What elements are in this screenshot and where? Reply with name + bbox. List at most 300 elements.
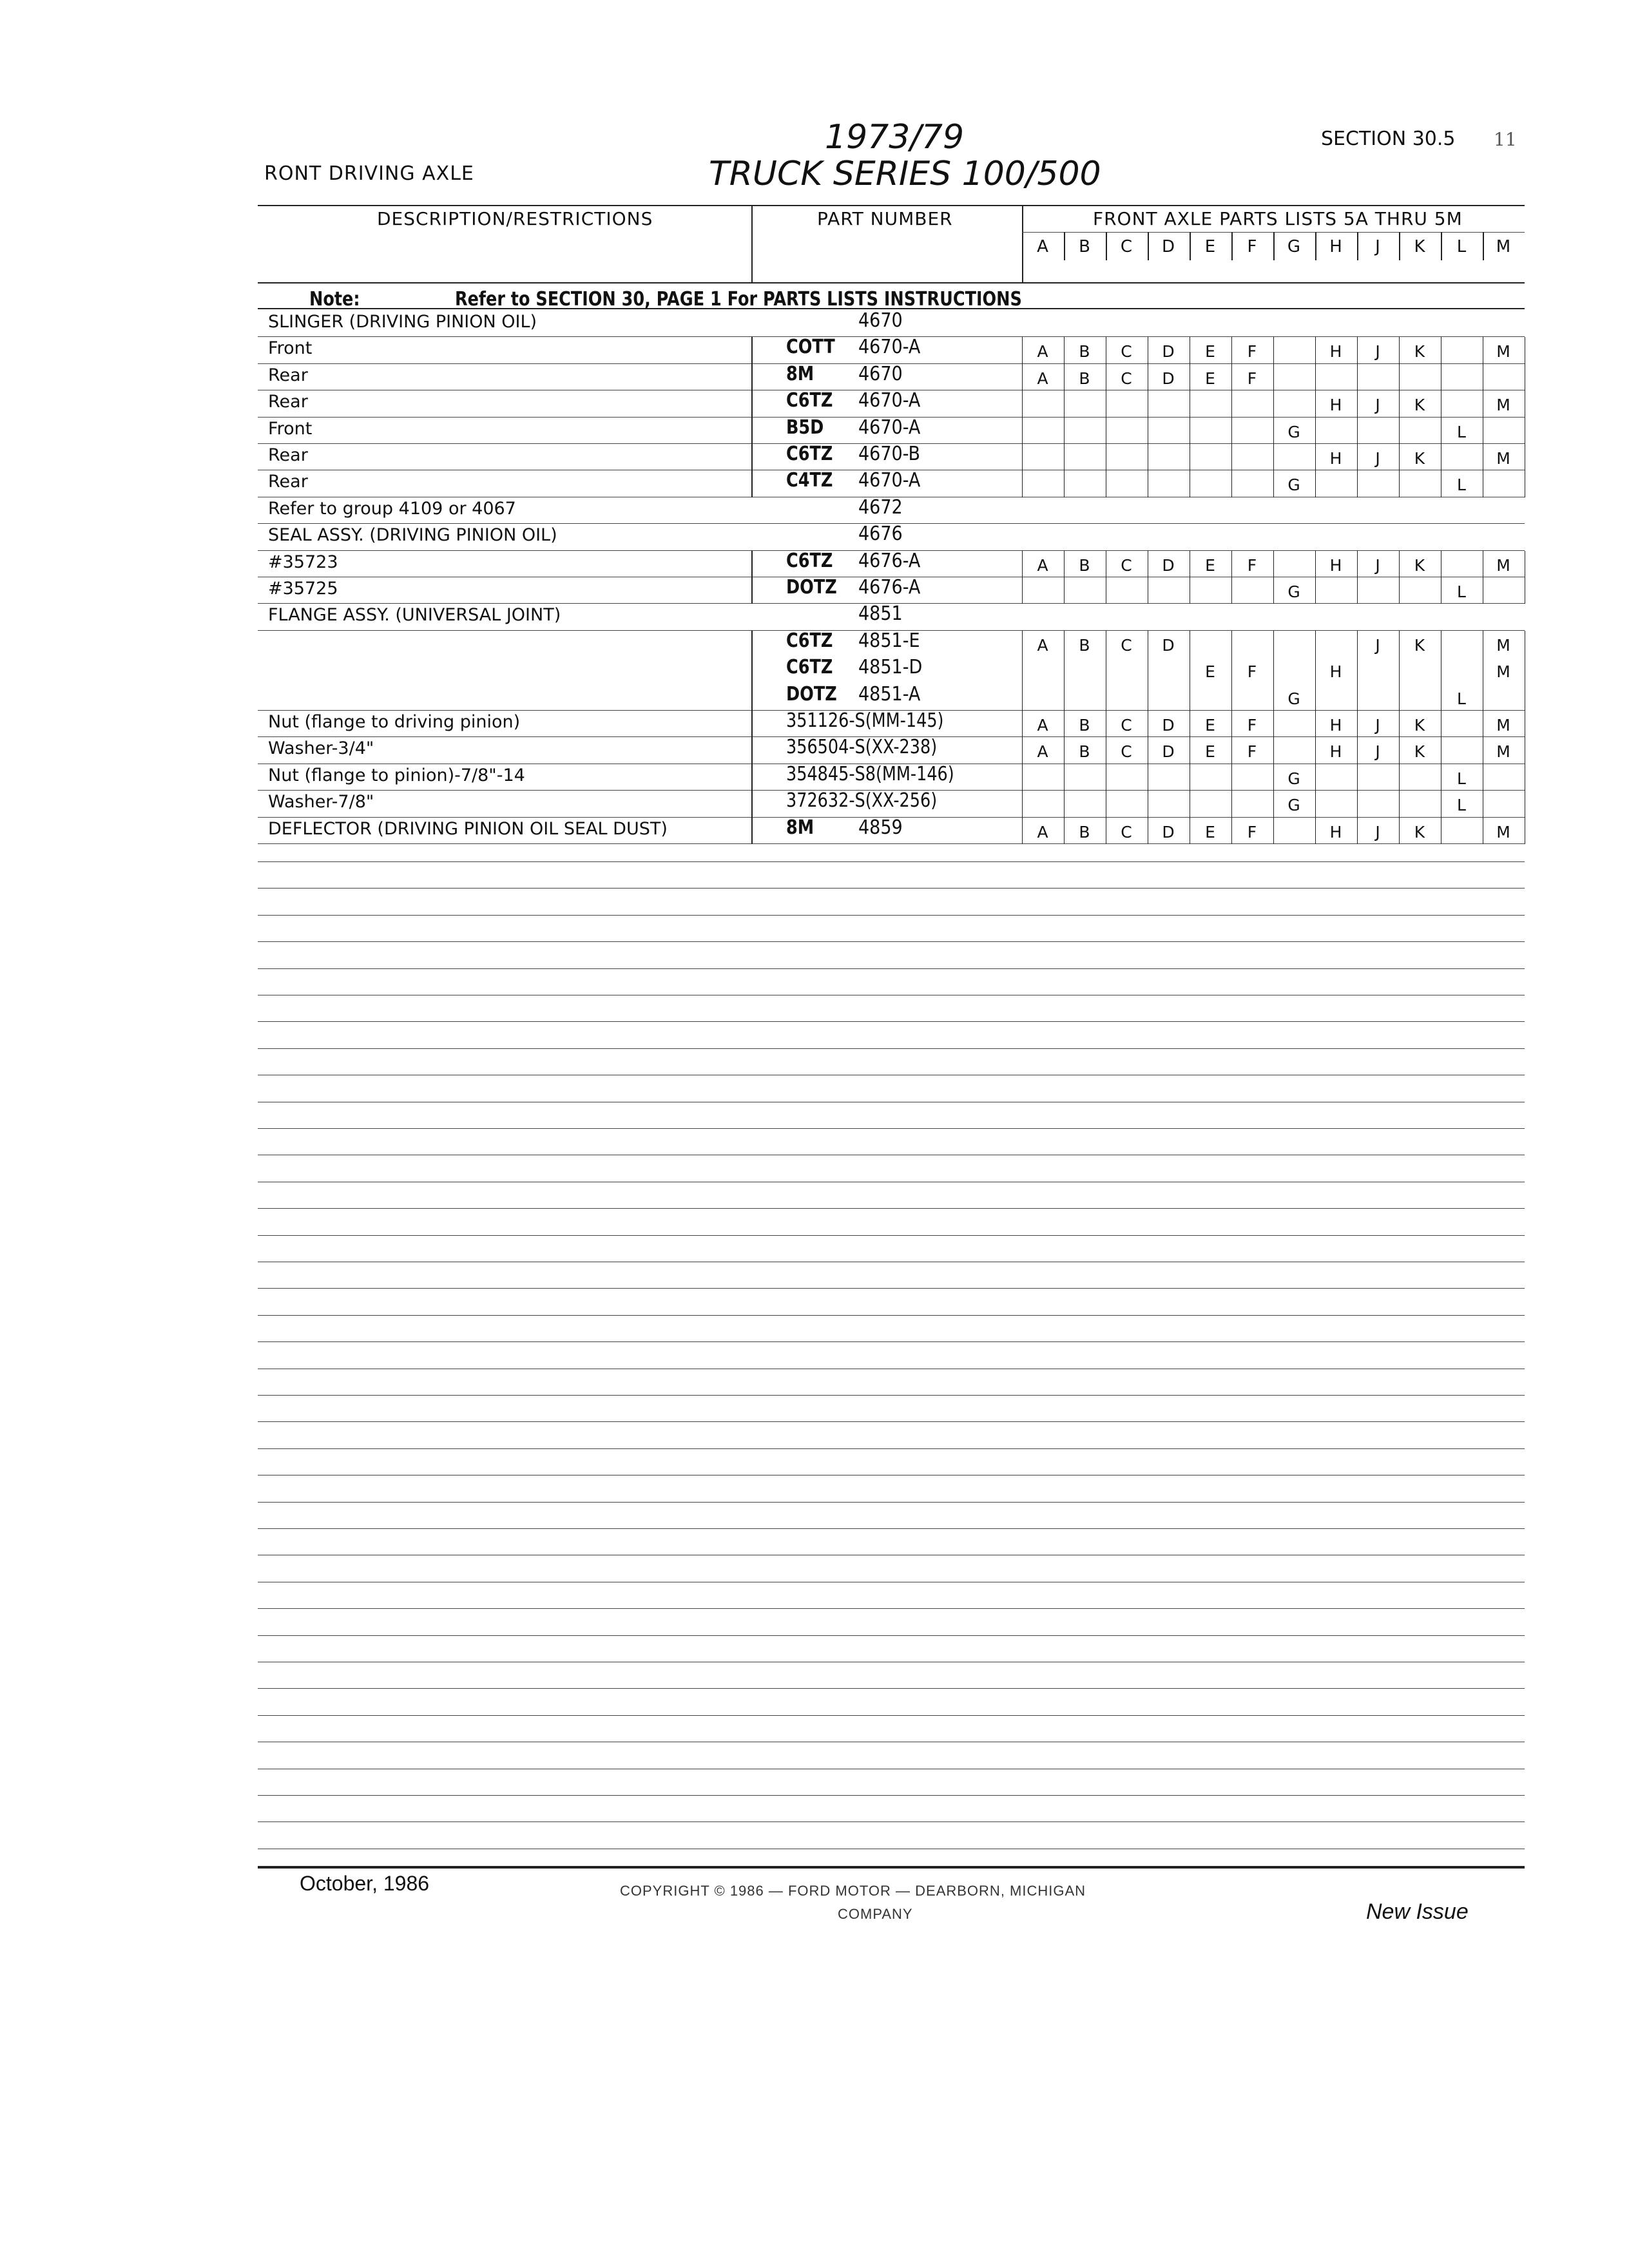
list-letter-b: B <box>1079 237 1090 256</box>
applicability-mark: G <box>1287 422 1300 441</box>
row-part-prefix: C6TZ <box>786 629 833 652</box>
list-letter-c: C <box>1120 237 1133 256</box>
applicability-mark: D <box>1162 369 1175 388</box>
applicability-mark: A <box>1037 635 1048 655</box>
applicability-mark: L <box>1457 796 1466 815</box>
row-description: #35725 <box>268 579 338 599</box>
blank-line <box>258 1395 1525 1396</box>
cell-divider <box>1022 337 1023 363</box>
cell-divider <box>1022 711 1023 737</box>
blank-line <box>258 1688 1525 1689</box>
applicability-mark: E <box>1205 742 1215 762</box>
cell-divider <box>1064 737 1065 764</box>
cell-divider <box>1064 470 1065 497</box>
letter-col-divider <box>1106 232 1107 260</box>
letter-col-divider <box>1231 232 1233 260</box>
row-divider <box>751 711 753 737</box>
cell-divider <box>1315 470 1316 497</box>
applicability-mark: F <box>1247 369 1257 388</box>
cell-divider <box>1022 737 1023 764</box>
cell-divider <box>1357 764 1358 791</box>
list-letter-k: K <box>1414 237 1425 256</box>
cell-divider <box>1064 684 1065 711</box>
cell-divider <box>1273 364 1274 390</box>
list-letter-j: J <box>1375 237 1380 256</box>
applicability-mark: L <box>1457 476 1466 495</box>
blank-line <box>258 915 1525 916</box>
cell-divider <box>1022 684 1023 711</box>
applicability-mark: C <box>1121 555 1132 575</box>
applicability-mark: J <box>1375 742 1380 762</box>
cell-divider <box>1064 364 1065 390</box>
applicability-mark: K <box>1414 822 1425 841</box>
applicability-mark: K <box>1414 742 1425 762</box>
cell-divider <box>1231 631 1232 657</box>
cell-divider <box>1399 551 1400 577</box>
applicability-mark: A <box>1037 369 1048 388</box>
cell-divider <box>1399 337 1400 363</box>
cell-divider <box>1273 337 1274 363</box>
row-description: Rear <box>268 365 308 385</box>
cell-divider <box>1273 418 1274 444</box>
row-divider <box>751 551 753 577</box>
row-part-base: 4670-A <box>858 389 921 412</box>
row-divider <box>751 390 753 417</box>
cell-divider <box>1315 337 1316 363</box>
row-part-base: 4672 <box>858 495 903 519</box>
applicability-mark: H <box>1329 555 1342 575</box>
cell-divider <box>1273 711 1274 737</box>
blank-line <box>258 1528 1525 1529</box>
applicability-mark: J <box>1375 449 1380 468</box>
cell-divider <box>1315 657 1316 684</box>
row-part-base: 4670 <box>858 309 903 332</box>
applicability-mark: D <box>1162 822 1175 841</box>
applicability-mark: B <box>1079 369 1090 388</box>
blank-line <box>258 1341 1525 1342</box>
page-number: 11 <box>1494 129 1517 150</box>
col-header-part-number: PART NUMBER <box>817 208 953 229</box>
applicability-mark: J <box>1375 342 1380 361</box>
cell-divider <box>1315 737 1316 764</box>
blank-line <box>258 1128 1525 1129</box>
applicability-mark: E <box>1205 716 1215 735</box>
applicability-mark: K <box>1414 555 1425 575</box>
applicability-mark: M <box>1496 662 1510 682</box>
applicability-mark: B <box>1079 342 1090 361</box>
section-title: RONT DRIVING AXLE <box>264 162 474 185</box>
cell-divider <box>1273 470 1274 497</box>
cell-divider <box>1231 337 1232 363</box>
row-part-base: 4670 <box>858 362 903 385</box>
applicability-mark: J <box>1375 635 1380 655</box>
cell-divider <box>1357 631 1358 657</box>
row-rule <box>258 843 1525 844</box>
row-divider <box>751 364 753 390</box>
letter-col-divider <box>1148 232 1149 260</box>
cell-divider <box>1399 418 1400 444</box>
row-description: SLINGER (DRIVING PINION OIL) <box>268 312 537 332</box>
applicability-mark: H <box>1329 342 1342 361</box>
row-part-number: 354845-S8(MM-146) <box>786 762 954 785</box>
list-letter-d: D <box>1161 237 1175 256</box>
applicability-mark: H <box>1329 822 1342 841</box>
header-bottom-rule <box>258 282 1525 284</box>
cell-divider <box>1273 764 1274 791</box>
section-number: SECTION 30.5 <box>1321 128 1456 150</box>
blank-line <box>258 1502 1525 1503</box>
row-divider <box>751 818 753 844</box>
row-part-prefix: DOTZ <box>786 576 837 599</box>
cell-divider <box>1357 337 1358 363</box>
cell-divider <box>1399 390 1400 417</box>
applicability-mark: C <box>1121 369 1132 388</box>
blank-line <box>258 941 1525 942</box>
applicability-mark: G <box>1287 769 1300 788</box>
applicability-mark: M <box>1496 822 1510 841</box>
row-description: Washer-3/4" <box>268 738 374 759</box>
cell-divider <box>1357 684 1358 711</box>
cell-divider <box>1273 791 1274 817</box>
cell-divider <box>1315 577 1316 604</box>
cell-divider <box>1357 364 1358 390</box>
footer-issue: New Issue <box>1366 1899 1469 1924</box>
cell-divider <box>1315 444 1316 470</box>
cell-divider <box>1357 551 1358 577</box>
row-part-base: 4859 <box>858 816 903 839</box>
row-divider <box>751 631 753 657</box>
applicability-mark: G <box>1287 796 1300 815</box>
cell-divider <box>1231 444 1232 470</box>
applicability-mark: F <box>1247 716 1257 735</box>
row-part-prefix: B5D <box>786 416 824 439</box>
applicability-mark: A <box>1037 716 1048 735</box>
cell-divider <box>1022 418 1023 444</box>
applicability-mark: K <box>1414 635 1425 655</box>
row-part-prefix: DOTZ <box>786 682 837 706</box>
blank-line <box>258 1635 1525 1636</box>
cell-divider <box>1315 684 1316 711</box>
applicability-mark: L <box>1457 769 1466 788</box>
row-part-base: 4670-A <box>858 469 921 492</box>
cell-divider <box>1022 791 1023 817</box>
col-header-parts-lists: FRONT AXLE PARTS LISTS 5A THRU 5M <box>1093 208 1463 229</box>
list-letter-f: F <box>1247 237 1257 256</box>
blank-line <box>258 1315 1525 1316</box>
row-description: DEFLECTOR (DRIVING PINION OIL SEAL DUST) <box>268 818 668 839</box>
cell-divider <box>1399 631 1400 657</box>
applicability-mark: K <box>1414 396 1425 415</box>
cell-divider <box>1315 418 1316 444</box>
cell-divider <box>1064 711 1065 737</box>
cell-divider <box>1064 390 1065 417</box>
cell-divider <box>1273 631 1274 657</box>
cell-divider <box>1022 444 1023 470</box>
cell-divider <box>1399 818 1400 844</box>
applicability-mark: M <box>1496 635 1510 655</box>
list-letter-l: L <box>1456 237 1467 256</box>
applicability-mark: K <box>1414 716 1425 735</box>
row-description: Nut (flange to pinion)-7/8"-14 <box>268 765 525 785</box>
applicability-mark: C <box>1121 742 1132 762</box>
blank-line <box>258 1608 1525 1609</box>
cell-divider <box>1273 737 1274 764</box>
row-part-base: 4851-E <box>858 629 920 652</box>
blank-line <box>258 888 1525 889</box>
applicability-mark: C <box>1121 635 1132 655</box>
cell-divider <box>1231 470 1232 497</box>
col-header-description: DESCRIPTION/RESTRICTIONS <box>377 208 653 229</box>
applicability-mark: D <box>1162 342 1175 361</box>
cell-divider <box>1399 737 1400 764</box>
applicability-mark: F <box>1247 662 1257 682</box>
row-part-number: 372632-S(XX-256) <box>786 789 938 812</box>
applicability-mark: H <box>1329 396 1342 415</box>
cell-divider <box>1064 818 1065 844</box>
cell-divider <box>1357 577 1358 604</box>
list-letter-m: M <box>1496 237 1511 256</box>
cell-divider <box>1022 764 1023 791</box>
applicability-mark: F <box>1247 742 1257 762</box>
row-divider <box>751 577 753 604</box>
cell-divider <box>1022 470 1023 497</box>
applicability-mark: M <box>1496 555 1510 575</box>
cell-divider <box>1064 551 1065 577</box>
blank-line <box>258 1288 1525 1289</box>
letter-col-divider <box>1315 232 1316 260</box>
cell-divider <box>1022 631 1023 657</box>
footer-rule <box>258 1866 1525 1869</box>
blank-line <box>258 1715 1525 1716</box>
applicability-mark: E <box>1205 369 1215 388</box>
cell-divider <box>1357 390 1358 417</box>
row-part-number: 351126-S(MM-145) <box>786 709 944 732</box>
row-description: Front <box>268 418 313 439</box>
blank-line <box>258 1821 1525 1822</box>
row-part-base: 4676-A <box>858 576 921 599</box>
cell-divider <box>1273 551 1274 577</box>
cell-divider <box>1399 764 1400 791</box>
row-part-number: 356504-S(XX-238) <box>786 736 938 759</box>
table-top-rule <box>258 205 1525 206</box>
row-description: Rear <box>268 392 308 412</box>
row-divider <box>751 791 753 817</box>
row-part-prefix: C6TZ <box>786 549 833 572</box>
applicability-mark: F <box>1247 822 1257 841</box>
row-part-base: 4851-D <box>858 656 923 679</box>
applicability-mark: G <box>1287 582 1300 601</box>
applicability-mark: M <box>1496 716 1510 735</box>
cell-divider <box>1273 577 1274 604</box>
blank-line <box>258 1421 1525 1422</box>
applicability-mark: B <box>1079 822 1090 841</box>
cell-divider <box>1022 390 1023 417</box>
applicability-mark: M <box>1496 342 1510 361</box>
cell-divider <box>1357 791 1358 817</box>
applicability-mark: A <box>1037 342 1048 361</box>
cell-divider <box>1399 364 1400 390</box>
cell-divider <box>1231 390 1232 417</box>
cell-divider <box>1231 551 1232 577</box>
letter-col-divider <box>1399 232 1400 260</box>
row-part-prefix: C6TZ <box>786 656 833 679</box>
row-divider <box>751 764 753 791</box>
cell-divider <box>1315 711 1316 737</box>
cell-divider <box>1399 470 1400 497</box>
note-label: Note: <box>309 288 360 311</box>
applicability-mark: E <box>1205 342 1215 361</box>
letter-col-divider <box>1064 232 1065 260</box>
row-description: Rear <box>268 445 308 465</box>
applicability-mark: F <box>1247 555 1257 575</box>
letter-col-divider <box>1273 232 1275 260</box>
applicability-mark: H <box>1329 449 1342 468</box>
cell-divider <box>1022 364 1023 390</box>
cell-divider <box>1357 737 1358 764</box>
applicability-mark: D <box>1162 635 1175 655</box>
applicability-mark: F <box>1247 342 1257 361</box>
applicability-mark: J <box>1375 716 1380 735</box>
note-text: Refer to SECTION 30, PAGE 1 For PARTS LISTS INSTRUCTIONS <box>455 288 1022 311</box>
cell-divider <box>1064 791 1065 817</box>
cell-divider <box>1399 577 1400 604</box>
applicability-mark: L <box>1457 422 1466 441</box>
cell-divider <box>1022 577 1023 604</box>
row-part-prefix: COTT <box>786 336 835 359</box>
row-description: FLANGE ASSY. (UNIVERSAL JOINT) <box>268 605 561 626</box>
cell-divider <box>1315 364 1316 390</box>
cell-divider <box>1315 818 1316 844</box>
applicability-mark: M <box>1496 742 1510 762</box>
letter-col-divider <box>1441 232 1442 260</box>
letter-col-divider <box>1190 232 1191 260</box>
applicability-mark: H <box>1329 742 1342 762</box>
model-years: 1973/79 <box>825 118 965 157</box>
applicability-mark: M <box>1496 449 1510 468</box>
applicability-mark: L <box>1457 689 1466 708</box>
cell-divider <box>1022 551 1023 577</box>
cell-divider <box>1064 657 1065 684</box>
applicability-mark: E <box>1205 662 1215 682</box>
blank-line <box>258 1795 1525 1796</box>
blank-line <box>258 1048 1525 1049</box>
row-part-base: 4676-A <box>858 549 921 572</box>
cell-divider <box>1399 791 1400 817</box>
cell-divider <box>1357 418 1358 444</box>
cell-divider <box>1231 818 1232 844</box>
footer-company: COMPANY <box>838 1906 913 1922</box>
footer-copyright: COPYRIGHT © 1986 — FORD MOTOR — DEARBORN, MICHIGAN <box>620 1883 1086 1899</box>
applicability-mark: D <box>1162 716 1175 735</box>
cell-divider <box>1273 390 1274 417</box>
applicability-mark: H <box>1329 662 1342 682</box>
blank-line <box>258 1235 1525 1236</box>
footer-date: October, 1986 <box>300 1872 430 1895</box>
cell-divider <box>1399 711 1400 737</box>
row-part-base: 4670-B <box>858 443 921 465</box>
row-divider <box>751 418 753 444</box>
cell-divider <box>1357 444 1358 470</box>
cell-divider <box>1357 711 1358 737</box>
row-divider <box>751 444 753 470</box>
row-description: Nut (flange to driving pinion) <box>268 712 521 732</box>
row-part-base: 4676 <box>858 523 903 546</box>
truck-series-title: TRUCK SERIES 100/500 <box>709 155 1101 193</box>
row-part-prefix: C6TZ <box>786 443 833 465</box>
applicability-mark: J <box>1375 396 1380 415</box>
letter-col-divider <box>1483 232 1484 260</box>
desc-col-divider <box>751 205 753 282</box>
cell-divider <box>1231 737 1232 764</box>
applicability-mark: H <box>1329 716 1342 735</box>
cell-divider <box>1064 444 1065 470</box>
applicability-mark: B <box>1079 555 1090 575</box>
row-part-base: 4670-A <box>858 416 921 439</box>
applicability-mark: C <box>1121 822 1132 841</box>
cell-divider <box>1231 577 1232 604</box>
row-part-base: 4670-A <box>858 336 921 359</box>
row-part-prefix: 8M <box>786 362 815 385</box>
cell-divider <box>1231 418 1232 444</box>
cell-divider <box>1315 631 1316 657</box>
cell-divider <box>1273 684 1274 711</box>
blank-line <box>258 1448 1525 1449</box>
cell-divider <box>1273 818 1274 844</box>
blank-line <box>258 968 1525 969</box>
cell-divider <box>1315 764 1316 791</box>
row-part-prefix: C6TZ <box>786 389 833 412</box>
cell-divider <box>1273 444 1274 470</box>
cell-divider <box>1022 657 1023 684</box>
applicability-mark: J <box>1375 822 1380 841</box>
cell-divider <box>1022 818 1023 844</box>
blank-line <box>258 1021 1525 1022</box>
cell-divider <box>1315 390 1316 417</box>
list-letter-a: A <box>1037 237 1048 256</box>
cell-divider <box>1315 791 1316 817</box>
blank-line <box>258 861 1525 862</box>
cell-divider <box>1064 631 1065 657</box>
row-description: Refer to group 4109 or 4067 <box>268 498 516 519</box>
applicability-mark: B <box>1079 716 1090 735</box>
applicability-mark: C <box>1121 716 1132 735</box>
row-divider <box>751 737 753 764</box>
list-letter-g: G <box>1287 237 1301 256</box>
applicability-mark: A <box>1037 822 1048 841</box>
applicability-mark: L <box>1457 582 1466 601</box>
applicability-mark: J <box>1375 555 1380 575</box>
applicability-mark: M <box>1496 396 1510 415</box>
cell-divider <box>1064 577 1065 604</box>
cell-divider <box>1273 657 1274 684</box>
cell-divider <box>1399 657 1400 684</box>
row-divider <box>751 470 753 497</box>
applicability-mark: G <box>1287 689 1300 708</box>
cell-divider <box>1064 764 1065 791</box>
cell-divider <box>1064 337 1065 363</box>
row-part-base: 4851 <box>858 602 903 626</box>
row-divider <box>751 657 753 684</box>
cell-divider <box>1357 470 1358 497</box>
cell-divider <box>1231 791 1232 817</box>
cell-divider <box>1231 364 1232 390</box>
cell-divider <box>1231 657 1232 684</box>
cell-divider <box>1315 551 1316 577</box>
applicability-mark: B <box>1079 635 1090 655</box>
row-part-base: 4851-A <box>858 682 921 706</box>
row-description: SEAL ASSY. (DRIVING PINION OIL) <box>268 525 557 546</box>
row-description: Front <box>268 338 313 359</box>
